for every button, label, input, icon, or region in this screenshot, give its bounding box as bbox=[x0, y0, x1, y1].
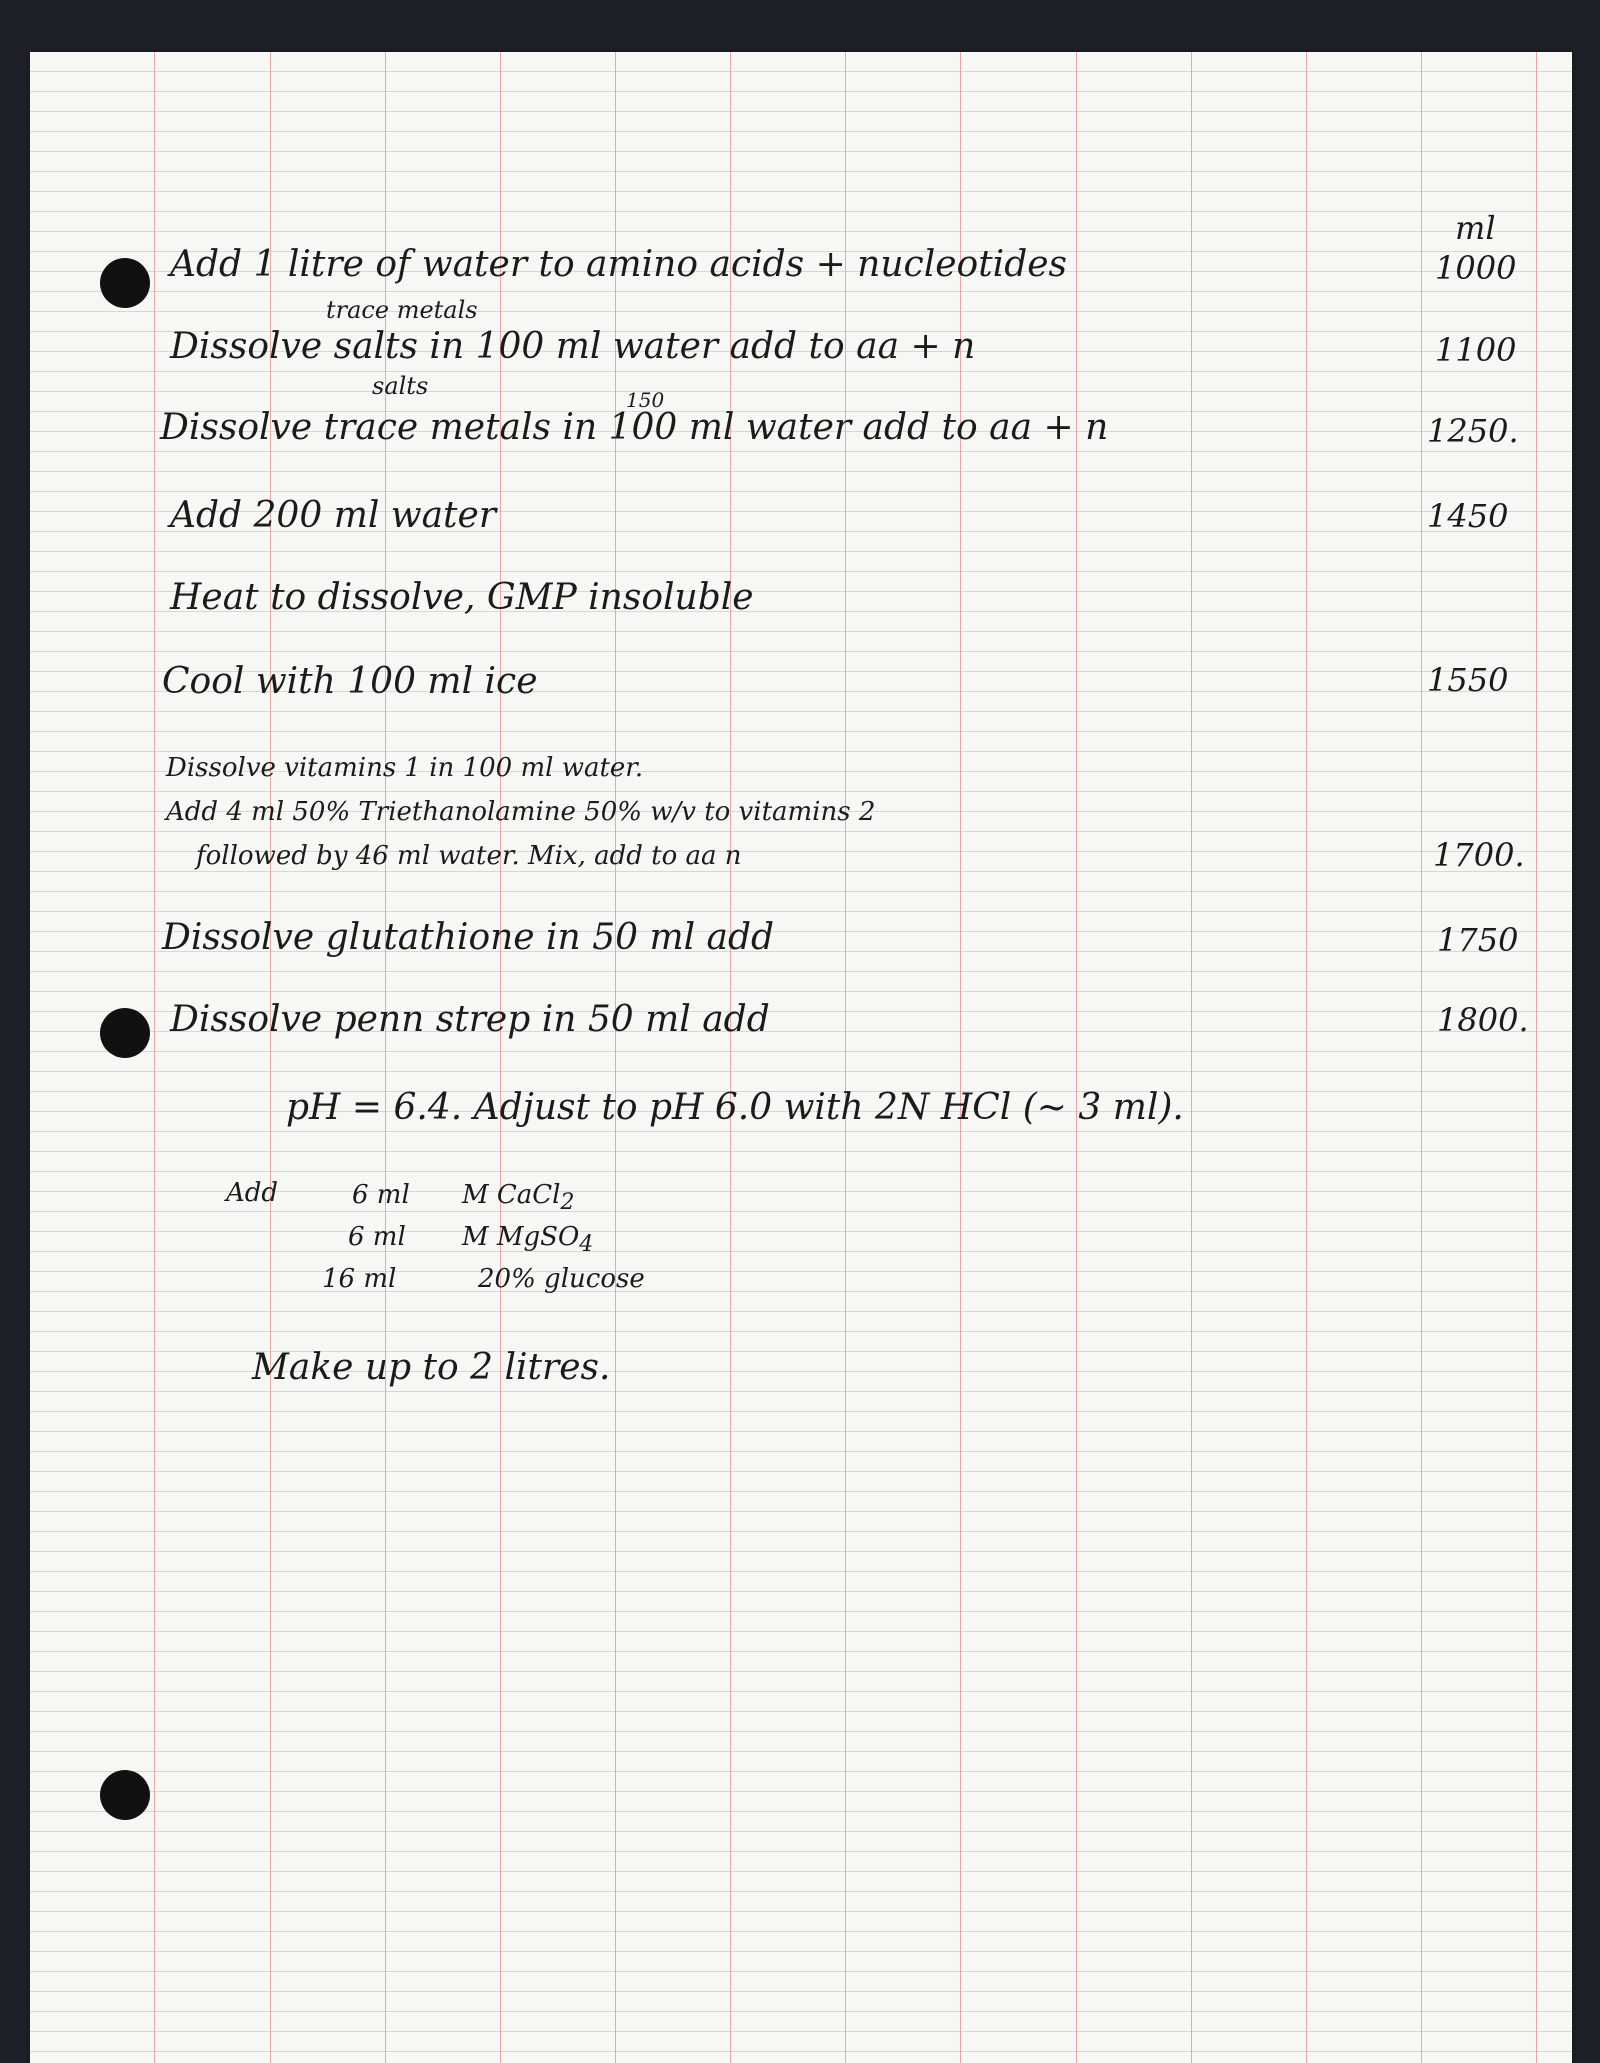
addition-item: M CaCl$_2$ bbox=[462, 1180, 575, 1216]
notebook-page bbox=[30, 52, 1572, 2063]
note-line: Heat to dissolve, GMP insoluble bbox=[170, 577, 754, 618]
addition-qty: 6 ml bbox=[352, 1180, 410, 1210]
volume-value: 1000 bbox=[1435, 249, 1517, 287]
note-line: pH = 6.4. Adjust to pH 6.0 with 2N HCl (~ 3 ml). bbox=[286, 1087, 1184, 1128]
addition-qty: 6 ml bbox=[348, 1222, 406, 1252]
margin-rule bbox=[1306, 52, 1307, 2063]
additions-label: Add bbox=[226, 1178, 279, 1208]
note-line: Dissolve trace metals in 100 ml water add to aa + n bbox=[160, 407, 1109, 448]
note-line: Add 1 litre of water to amino acids + nucleotides bbox=[170, 244, 1068, 285]
note-line: Dissolve salts in 100 ml water add to aa + n bbox=[170, 326, 976, 367]
note-line: Add 4 ml 50% Triethanolamine 50% w/v to vitamins 2 bbox=[166, 797, 876, 827]
addition-qty: 16 ml bbox=[322, 1264, 397, 1294]
margin-rule bbox=[154, 52, 155, 2063]
note-line: Dissolve glutathione in 50 ml add bbox=[162, 917, 775, 958]
note-line-final: Make up to 2 litres. bbox=[252, 1347, 611, 1388]
inserted-word: trace metals bbox=[326, 296, 478, 324]
addition-item: M MgSO$_4$ bbox=[462, 1222, 594, 1258]
volume-value: 1100 bbox=[1435, 331, 1517, 369]
volume-value: 1700. bbox=[1433, 836, 1525, 874]
volume-value: 1750 bbox=[1437, 921, 1519, 959]
punch-hole bbox=[100, 1770, 150, 1820]
note-line: Dissolve vitamins 1 in 100 ml water. bbox=[166, 753, 644, 783]
inserted-number: 150 bbox=[626, 388, 665, 412]
volume-value: 1250. bbox=[1427, 412, 1519, 450]
note-line: Add 200 ml water bbox=[170, 495, 497, 536]
margin-rule bbox=[1191, 52, 1192, 2063]
note-line: Cool with 100 ml ice bbox=[162, 661, 538, 702]
inserted-word: salts bbox=[372, 372, 429, 400]
note-line: followed by 46 ml water. Mix, add to aa n bbox=[196, 841, 742, 871]
note-line: Dissolve penn strep in 50 ml add bbox=[170, 999, 770, 1040]
addition-item: 20% glucose bbox=[478, 1264, 645, 1294]
punch-hole bbox=[100, 258, 150, 308]
units-header: ml bbox=[1455, 209, 1496, 247]
margin-rule bbox=[1536, 52, 1537, 2063]
margin-rule bbox=[1421, 52, 1422, 2063]
volume-value: 1450 bbox=[1427, 497, 1509, 535]
margin-rule bbox=[1076, 52, 1077, 2063]
volume-value: 1800. bbox=[1437, 1001, 1529, 1039]
volume-value: 1550 bbox=[1427, 661, 1509, 699]
punch-hole bbox=[100, 1008, 150, 1058]
